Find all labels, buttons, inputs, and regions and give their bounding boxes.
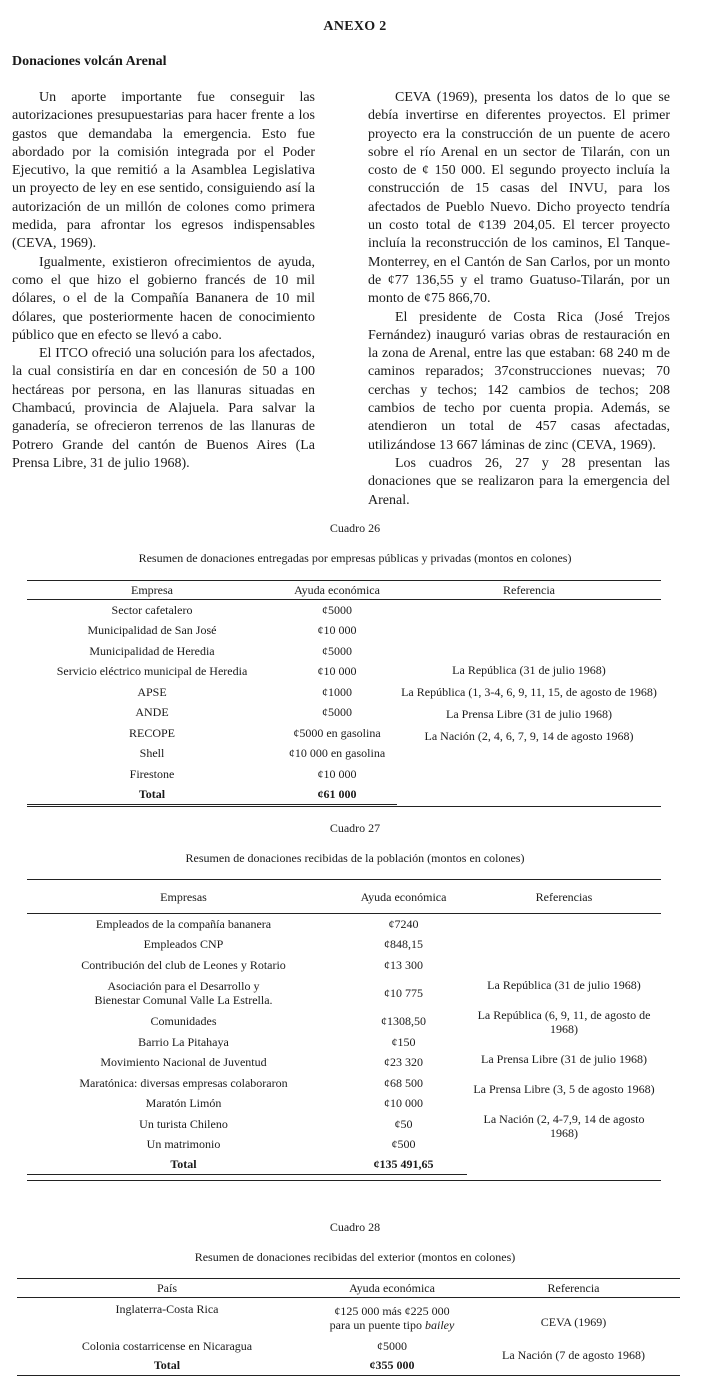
cuadro-28-table (17, 1278, 680, 1376)
table-number: Cuadro 26 (329, 521, 381, 535)
column-header: Empresa (27, 581, 277, 600)
amount-cell: ¢23 320 (384, 1055, 423, 1070)
paragraph: El presidente de Costa Rica (José Trejos Fernández) inauguró varias obras de restauración en la zona de Arenal, entre las que estaban: 68 240 m de caminos reparados; 37construcciones nuevas; 70 cerchas y techos; 142 cambios de techos; 208 cambios de techo por cuenta propia. Además, se atendieron un total de 457 casas afectadas, utilizándose 13 667 láminas de zinc (CEVA, 1969). (368, 309, 670, 453)
amount-cell: ¢10 000 (317, 766, 357, 781)
company-cell: Municipalidad de San José (87, 623, 217, 638)
reference-text: La Prensa Libre (3, 5 de agosto 1968) (473, 1082, 655, 1097)
cuadro-27-heading (0, 821, 710, 866)
amount-cell: ¢5000 (377, 1338, 407, 1353)
column-header: Empresas (27, 880, 340, 914)
company-cell: Sector cafetalero (111, 603, 193, 617)
reference-text: La Prensa Libre (31 de julio 1968) (481, 1052, 647, 1067)
company-cell: Movimiento Nacional de Juventud (100, 1055, 267, 1070)
table-bottom-rule (27, 1180, 661, 1181)
section-title: Donaciones volcán Arenal (12, 54, 167, 69)
paragraph: El ITCO ofreció una solución para los afectados, la cual consistiría en dar en concesión de 50 a 100 hectáreas por persona, en las llanuras situadas en Chambacú, provincia de Alajuela. Para salvar la ganadería, se ofrecieron terrenos de las llanuras de Potrero Grande del cantón de Buenos Aires (La Prensa Libre, 31 de julio 1968). (12, 346, 315, 471)
company-cell: Contribución del club de Leones y Rotario (81, 957, 286, 972)
cuadro-28-heading (0, 1220, 710, 1265)
amount-cell: ¢5000 (322, 705, 352, 720)
company-cell: Maratón Limón (145, 1096, 222, 1111)
table-row (27, 914, 661, 935)
amount-cell: ¢10 000 en gasolina (288, 746, 386, 761)
table-row (17, 1336, 680, 1356)
company-cell: APSE (137, 684, 167, 699)
amount-cell: ¢7240 (388, 917, 419, 931)
paragraph: CEVA (1969), presenta los datos de lo que se debía invertirse en diferentes proyectos. El primer proyecto era la construcción de un puente de acero sobre el río Arenal en un sector de Tilarán, con un costo de ¢ 150 000. El segundo proyecto incluía la construcción de 15 casas del INVU, para los afectados de Pueblo Nuevo. Dicho proyecto tendría un costo total de ¢139 204,05. El tercer proyecto incluía la reconstrucción de los caminos, El Tanque-Monterrey, en el Cantón de San Carlos, por un monto de ¢77 136,55 y el tramo Guatuso-Tilarán, por un monto de ¢75 866,70. (368, 90, 670, 307)
cuadro-26-heading (0, 521, 710, 566)
paragraph: Los cuadros 26, 27 y 28 presentan las donaciones que se realizaron para la emergencia del Arenal. (368, 455, 670, 508)
annex-title: ANEXO 2 (323, 19, 387, 34)
amount-cell: ¢5000 (322, 603, 352, 617)
total-label: Total (27, 784, 277, 805)
amount-cell: ¢1308,50 (381, 1014, 426, 1029)
table-bottom-rule (27, 806, 661, 807)
company-cell: Un matrimonio (146, 1137, 221, 1152)
table-number: Cuadro 28 (329, 1220, 381, 1234)
column-header: Referencia (397, 581, 661, 600)
table-row (27, 600, 661, 621)
amount-cell: ¢13 300 (384, 957, 423, 972)
reference-cell (397, 600, 661, 805)
amount-cell: ¢10 000 (317, 664, 357, 679)
total-amount: ¢61 000 (277, 784, 397, 805)
paragraph: Un aporte importante fue conseguir las autorizaciones presupuestarias para hacer frente a los gastos que demandaba la emergencia. Esto fue abordado por la comisión integrada por el Poder Ejecutivo, la que remitió a la Asamblea Legislativa un proyecto de ley en ese sentido, consiguiendo así la autorización de un millón de colones como primera medida, para afrontar los egresos indispensables (CEVA, 1969). (12, 90, 315, 252)
company-cell: Comunidades (150, 1014, 217, 1029)
reference-cell (467, 914, 661, 1175)
reference-text: La República (31 de julio 1968) (452, 663, 606, 678)
column-header: Ayuda económica (277, 581, 397, 600)
table-row (17, 1298, 680, 1336)
company-cell: Firestone (129, 766, 175, 781)
company-cell: ANDE (135, 705, 169, 720)
reference-text: La Nación (2, 4-7,9, 14 de agosto 1968) (483, 1112, 645, 1141)
amount-cell: ¢10 000 (384, 1096, 423, 1111)
amount-cell (317, 1298, 467, 1336)
total-amount: ¢135 491,65 (340, 1155, 467, 1175)
company-cell: Servicio eléctrico municipal de Heredia (56, 664, 248, 679)
reference-text: La República (31 de julio 1968) (487, 978, 641, 993)
company-cell: RECOPE (128, 725, 175, 740)
amount-cell: ¢10 000 (317, 623, 357, 638)
cuadro-27-table (27, 879, 661, 1175)
reference-cell: La Nación (7 de agosto 1968) (467, 1336, 680, 1376)
total-label: Total (17, 1356, 317, 1376)
company-cell: Empleados de la compañía bananera (95, 917, 272, 931)
amount-line: ¢125 000 más ¢225 000 (334, 1303, 450, 1318)
reference-text: La República (1, 3-4, 6, 9, 11, 15, de agosto de 1968) (401, 685, 657, 700)
reference-text: La República (6, 9, 11, de agosto de 1968) (477, 1008, 651, 1037)
left-column (12, 89, 315, 473)
amount-cell: ¢5000 en gasolina (293, 725, 381, 740)
column-header: Ayuda económica (317, 1279, 467, 1298)
total-label: Total (27, 1155, 340, 1175)
column-header: Ayuda económica (340, 880, 467, 914)
amount-cell: ¢848,15 (384, 937, 423, 952)
reference-text: La Prensa Libre (31 de julio 1968) (446, 707, 612, 722)
table-caption: Resumen de donaciones recibidas de la población (montos en colones) (185, 851, 525, 865)
column-header: Referencia (467, 1279, 680, 1298)
table-number: Cuadro 27 (329, 821, 381, 835)
amount-note-text: para un puente tipo (329, 1317, 425, 1332)
company-cell: Shell (139, 746, 165, 761)
amount-cell: ¢68 500 (384, 1075, 423, 1090)
company-cell: Asociación para el Desarrollo y Bienestar Comunal Valle La Estrella. (94, 979, 273, 1007)
amount-cell: ¢150 (391, 1034, 416, 1049)
amount-cell: ¢50 (394, 1116, 413, 1131)
company-cell: Un turista Chileno (139, 1116, 228, 1131)
amount-cell: ¢500 (391, 1137, 416, 1152)
amount-cell: ¢1000 (322, 684, 352, 699)
amount-cell: ¢10 775 (384, 986, 423, 1000)
amount-note (321, 1318, 463, 1332)
column-header: País (17, 1279, 317, 1298)
column-header: Referencias (467, 880, 661, 914)
company-cell: Municipalidad de Heredia (89, 643, 215, 658)
table-caption: Resumen de donaciones entregadas por empresas públicas y privadas (montos en colones) (138, 551, 572, 565)
country-cell: Colonia costarricense en Nicaragua (81, 1338, 253, 1353)
country-cell: Inglaterra-Costa Rica (115, 1302, 219, 1316)
total-amount: ¢355 000 (317, 1356, 467, 1376)
company-cell: Empleados CNP (143, 937, 224, 952)
cuadro-26-table (27, 580, 661, 805)
reference-cell: CEVA (1969) (540, 1314, 607, 1329)
reference-text: La Nación (2, 4, 6, 7, 9, 14 de agosto 1968) (424, 729, 634, 744)
company-cell: Barrio La Pitahaya (138, 1034, 229, 1049)
amount-note-emphasis: bailey (424, 1317, 455, 1332)
amount-cell: ¢5000 (322, 643, 352, 658)
right-column (368, 89, 670, 510)
paragraph: Igualmente, existieron ofrecimientos de ayuda, como el que hizo el gobierno francés de 10 mil dólares, o el de la Compañía Bananera de 10 mil dólares, que posteriormente hacen de conocimiento público que en efecto se llevó a cabo. (12, 254, 315, 343)
company-cell: Maratónica: diversas empresas colaboraron (79, 1075, 288, 1090)
table-caption: Resumen de donaciones recibidas del exterior (montos en colones) (194, 1250, 516, 1264)
